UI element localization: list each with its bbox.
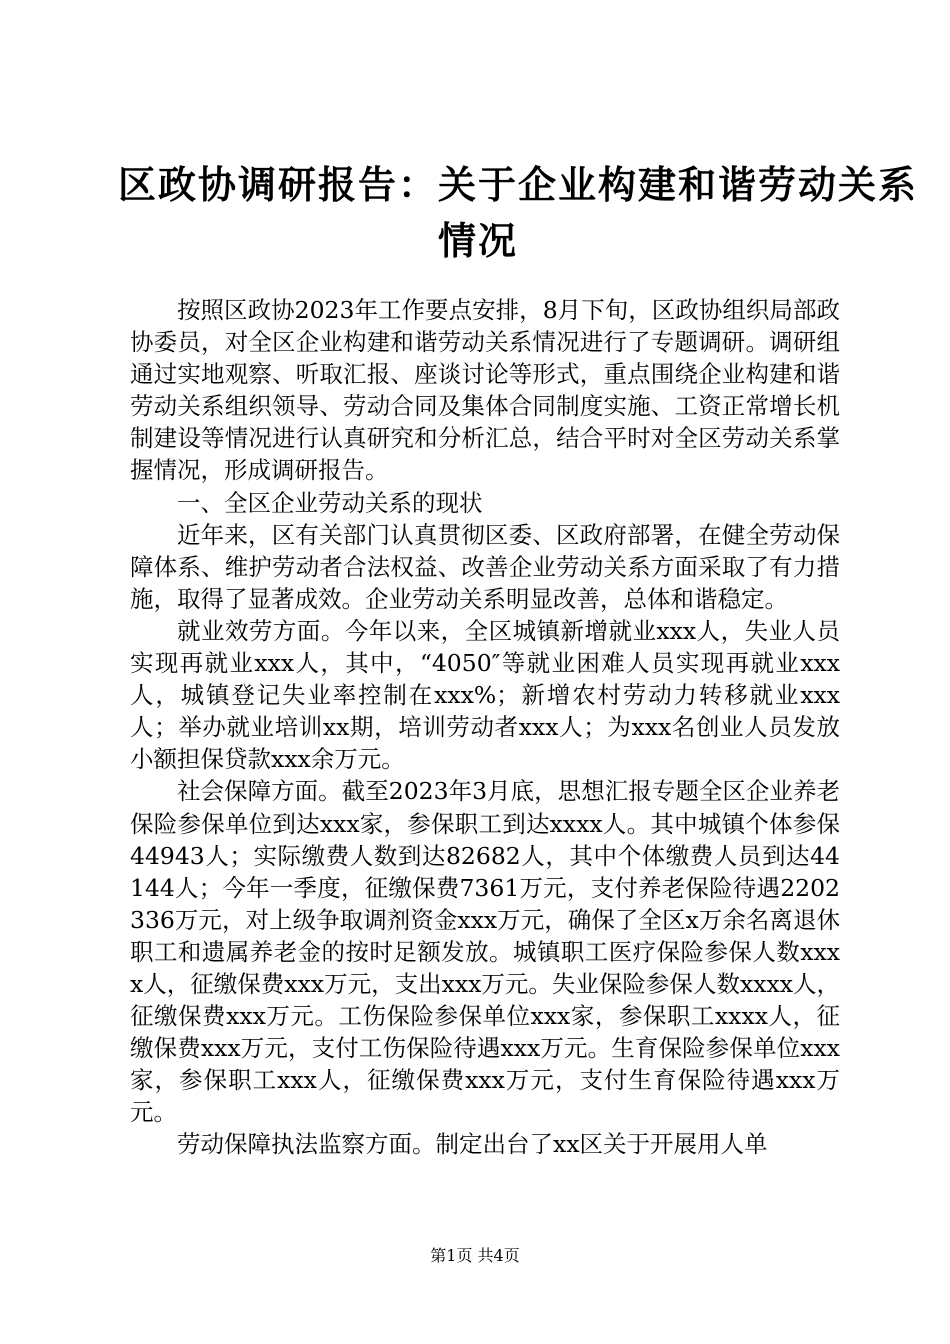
paragraph-intro: 按照区政协2023年工作要点安排，8月下旬，区政协组织局部政协委员，对全区企业构建和谐劳动关系情况进行了专题调研。调研组通过实地观察、听取汇报、座谈讨论等形式，重点围绕企业构建和谐劳动关系组织领导、劳动合同及集体合同制度实施、工资正常增长机制建设等情况进行认真研究和分析汇总，结合平时对全区劳动关系掌握情况，形成调研报告。 [130,296,840,485]
paragraph-labor-inspection: 劳动保障执法监察方面。制定出台了xx区关于开展用人单 [177,1130,768,1159]
document-title-line-2: 情况 [437,219,518,263]
paragraph-overview: 近年来，区有关部门认真贯彻区委、区政府部署，在健全劳动保障体系、维护劳动者合法权益、改善企业劳动关系方面采取了有力措施，取得了显著成效。企业劳动关系明显改善，总体和谐稳定。 [130,520,840,613]
paragraph-employment: 就业效劳方面。今年以来，全区城镇新增就业xxx人，失业人员实现再就业xxx人，其中，“4050″等就业困难人员实现再就业xxx人，城镇登记失业率控制在xxx%；新增农村劳动力转移就业xxx人；举办就业培训xx期，培训劳动者xxx人；为xxx名创业人员发放小额担保贷款xxx余万元。 [130,616,840,774]
page-number-footer: 第1页 共4页 [430,1246,520,1265]
section-heading: 一、全区企业劳动关系的现状 [177,488,483,517]
paragraph-social-security: 社会保障方面。截至2023年3月底，思想汇报专题全区企业养老保险参保单位到达xxx家，参保职工到达xxxx人。其中城镇个体参保44943人；实际缴费人数到达82682人，其中个体缴费人员到达44144人；今年一季度，征缴保费7361万元，支付养老保险待遇2202336万元，对上级争取调剂资金xxx万元，确保了全区x万余名离退休职工和遗属养老金的按时足额发放。城镇职工医疗保险参保人数xxxx人，征缴保费xxx万元，支出xxx万元。失业保险参保人数xxxx人，征缴保费xxx万元。工伤保险参保单位xxx家，参保职工xxxx人，征缴保费xxx万元，支付工伤保险待遇xxx万元。生育保险参保单位xxx家，参保职工xxx人，征缴保费xxx万元，支付生育保险待遇xxx万元。 [130,777,840,1127]
document-title-line-1: 区政协调研报告：关于企业构建和谐劳动关系 [118,163,919,207]
document-body [130,294,840,1161]
